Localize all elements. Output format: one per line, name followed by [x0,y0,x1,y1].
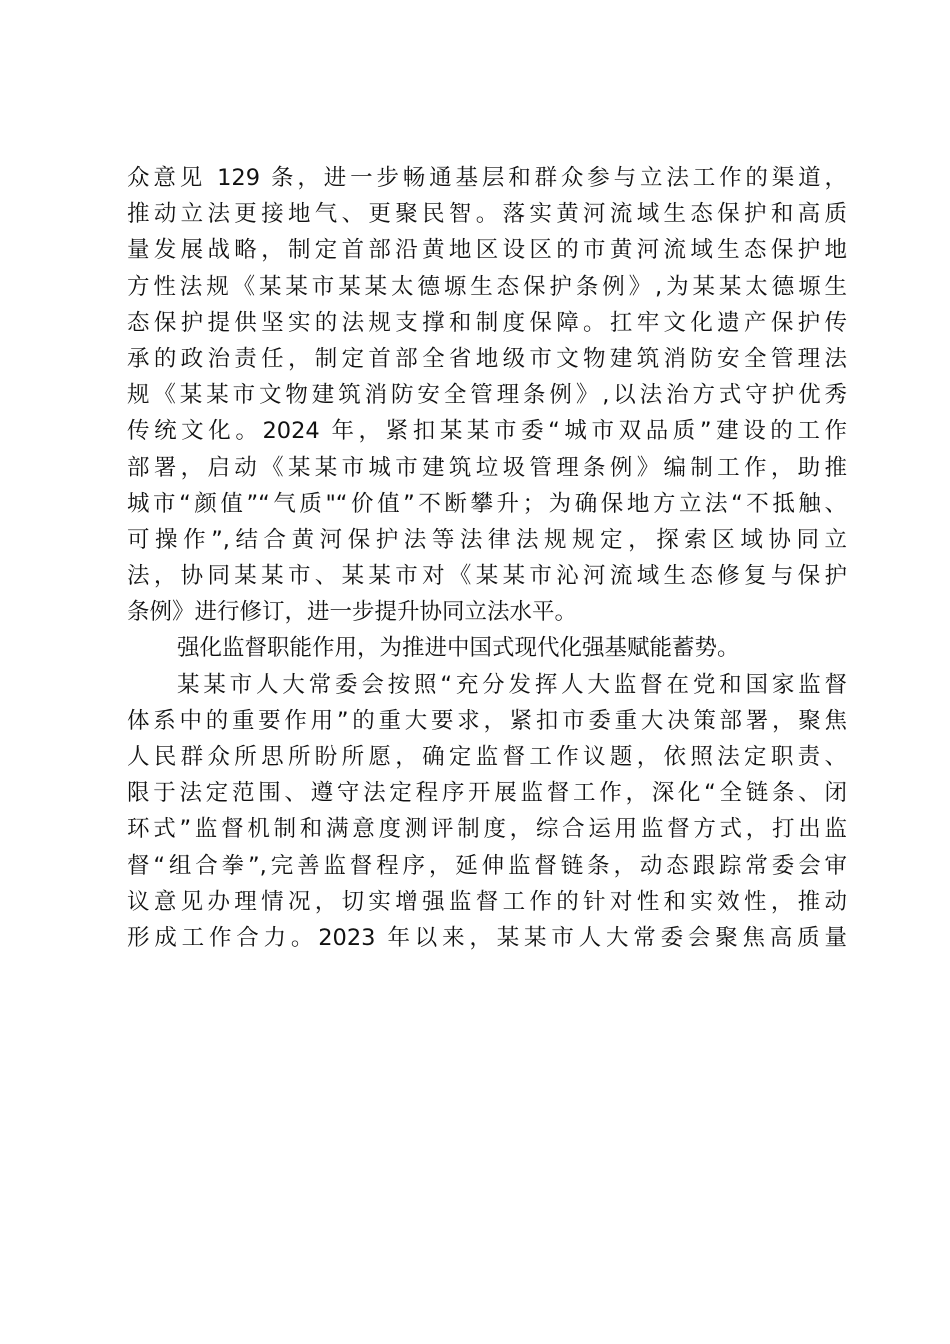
text-line: 体系中的重要作用”的重大要求，紧扣市委重大决策部署，聚焦 [127,707,847,734]
text-line: 形成工作合力。2023 年以来，某某市人大常委会聚焦高质量 [127,924,847,951]
text-line: 议意见办理情况，切实增强监督工作的针对性和实效性，推动 [127,888,847,915]
paragraph-heading-supervision [127,630,847,666]
text-line: 态保护提供坚实的法规支撑和制度保障。扛牢文化遗产保护传 [127,309,847,336]
text-line: 承的政治责任，制定首部全省地级市文物建筑消防安全管理法 [127,345,847,372]
section-heading: 强化监督职能作用，为推进中国式现代化强基赋能蓄势。 [177,635,740,662]
paragraph-supervision [127,667,847,957]
text-line: 人民群众所思所盼所愿，确定监督工作议题，依照法定职责、 [127,744,847,770]
text-line: 规《某某市文物建筑消防安全管理条例》,以法治方式守护优秀 [127,382,847,409]
text-line: 众意见 129 条，进一步畅通基层和群众参与立法工作的渠道， [127,165,847,191]
text-line: 环式”监督机制和满意度测评制度，综合运用监督方式，打出监 [127,816,847,843]
text-line: 方性法规《某某市某某太德塬生态保护条例》,为某某太德塬生 [127,273,847,300]
text-line: 法，协同某某市、某某市对《某某市沁河流域生态修复与保护 [127,563,847,590]
paragraph-legislation [127,160,847,630]
text-line: 某某市人大常委会按照“充分发挥人大监督在党和国家监督 [177,671,847,698]
text-line: 部署，启动《某某市城市建筑垃圾管理条例》编制工作，助推 [127,454,847,481]
text-line: 推动立法更接地气、更聚民智。落实黄河流域生态保护和高质 [127,201,847,228]
text-line: 限于法定范围、遵守法定程序开展监督工作，深化“全链条、闭 [127,780,847,807]
body-text [127,160,847,956]
text-line: 量发展战略，制定首部沿黄地区设区的市黄河流域生态保护地 [127,237,847,264]
text-line: 督“组合拳”,完善监督程序，延伸监督链条，动态跟踪常委会审 [127,852,847,879]
text-line: 传统文化。2024 年，紧扣某某市委“城市双品质”建设的工作 [127,418,847,445]
text-line: 城市“颜值”“气质"“价值”不断攀升；为确保地方立法“不抵触、 [127,490,847,517]
text-line: 条例》进行修订，进一步提升协同立法水平。 [127,599,578,626]
text-line: 可操作”,结合黄河保护法等法律法规规定，探索区域协同立 [127,526,847,553]
